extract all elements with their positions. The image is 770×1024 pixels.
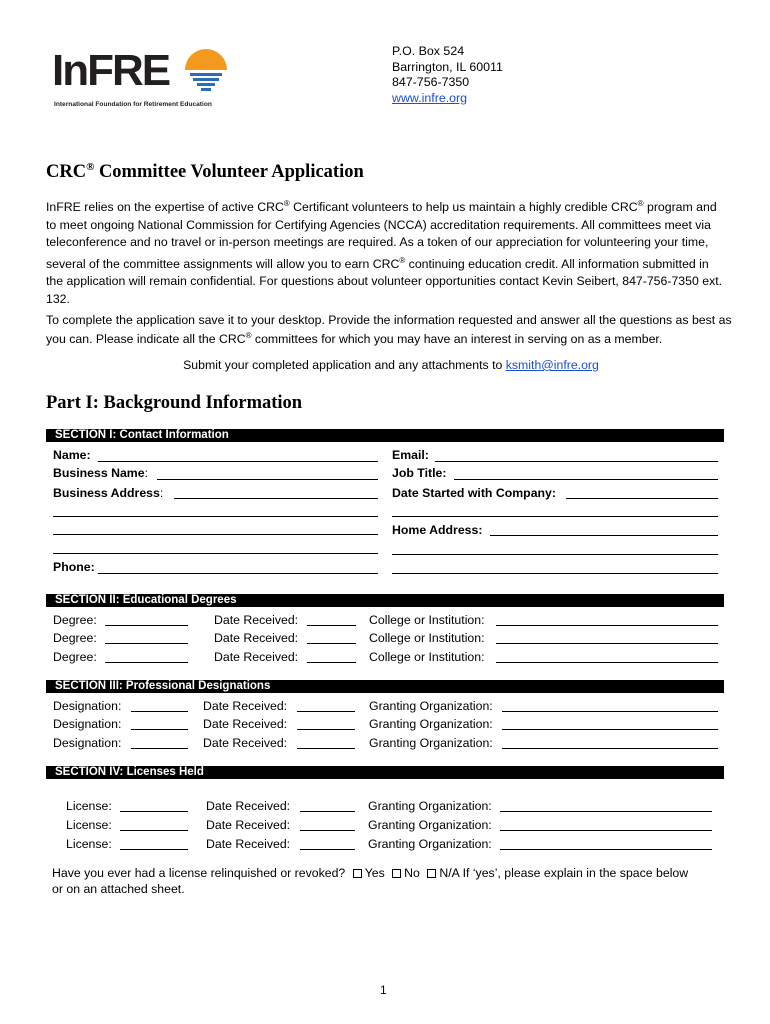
date-started-field[interactable] [566, 498, 718, 499]
section4-heading: SECTION IV: Licenses Held [46, 766, 724, 779]
business-name-field[interactable] [157, 479, 378, 480]
intro-paragraph [46, 195, 728, 308]
title-prefix: CRC [46, 162, 87, 183]
designation-field[interactable] [131, 711, 188, 712]
designation-label: Designation: [53, 736, 122, 750]
section3-heading: SECTION III: Professional Designations [46, 680, 724, 693]
page-title [46, 161, 364, 183]
phone-field[interactable] [98, 573, 378, 574]
spare-line[interactable] [392, 516, 718, 517]
date-received-label: Date Received: [203, 699, 288, 713]
granting-org-field[interactable] [500, 811, 712, 812]
name-label: Name: [53, 448, 91, 462]
college-field[interactable] [496, 643, 718, 644]
business-address-label [53, 486, 163, 501]
date-received-label: Date Received: [206, 837, 291, 851]
degree-field[interactable] [105, 625, 188, 626]
reg-mark: ® [245, 331, 252, 340]
home-address-field[interactable] [490, 535, 718, 536]
na-checkbox[interactable] [427, 869, 436, 878]
section2-heading: SECTION II: Educational Degrees [46, 594, 724, 607]
address-city: Barrington, IL 60011 [392, 59, 503, 74]
granting-org-label: Granting Organization: [369, 717, 493, 731]
date-received-field[interactable] [300, 811, 355, 812]
date-received-label: Date Received: [206, 799, 291, 813]
date-received-field[interactable] [307, 643, 356, 644]
granting-org-label: Granting Organization: [369, 736, 493, 750]
job-title-label: Job Title: [392, 466, 447, 480]
date-received-label: Date Received: [214, 631, 299, 645]
college-field[interactable] [496, 625, 718, 626]
colon: : [144, 466, 149, 480]
degree-label: Degree: [53, 631, 97, 645]
address-phone: 847-756-7350 [392, 75, 470, 89]
submit-text: Submit your completed application and any attachments to [183, 358, 506, 372]
logo-globe-icon [182, 48, 230, 94]
business-address-line-4[interactable] [53, 553, 378, 554]
email-label: Email: [392, 448, 429, 462]
business-address-field[interactable] [174, 498, 378, 499]
no-label: No [404, 866, 420, 880]
granting-org-label: Granting Organization: [368, 799, 492, 813]
address-block [392, 44, 503, 106]
date-started-label: Date Started with Company: [392, 486, 556, 500]
business-address-line-3[interactable] [53, 534, 378, 535]
business-name-label [53, 466, 148, 481]
email-field[interactable] [435, 461, 718, 462]
reg-mark: ® [283, 199, 290, 208]
instructions-text-1: To complete the application save it to your desktop. Provide the information requested and answer all the questions as best as you can. Please indicate all the CRC [46, 313, 732, 347]
reg-mark: ® [399, 255, 406, 265]
no-checkbox[interactable] [392, 869, 401, 878]
na-label: N/A [439, 866, 460, 880]
instructions-text-2: committees for which you may have an interest in serving on as a member. [251, 332, 663, 347]
intro-text-2: Certificant volunteers to help us maintain a highly credible CRC [289, 200, 638, 215]
date-received-field[interactable] [297, 729, 355, 730]
section1-heading: SECTION I: Contact Information [46, 429, 724, 442]
granting-org-field[interactable] [500, 849, 712, 850]
granting-org-field[interactable] [502, 711, 718, 712]
designation-field[interactable] [131, 748, 188, 749]
license-field[interactable] [120, 849, 188, 850]
degree-label: Degree: [53, 613, 97, 627]
date-received-label: Date Received: [214, 613, 299, 627]
home-address-line-3[interactable] [392, 573, 718, 574]
designation-label: Designation: [53, 699, 122, 713]
yes-label: Yes [364, 866, 385, 880]
website-link[interactable]: www.infre.org [392, 90, 468, 105]
yes-checkbox[interactable] [353, 869, 362, 878]
date-received-field[interactable] [300, 830, 355, 831]
date-received-field[interactable] [307, 662, 356, 663]
granting-org-field[interactable] [500, 830, 712, 831]
license-field[interactable] [120, 830, 188, 831]
page-number: 1 [380, 983, 387, 997]
degree-label: Degree: [53, 650, 97, 664]
license-label: License: [66, 837, 112, 851]
date-received-label: Date Received: [206, 818, 291, 832]
logo-wordmark: InFRE [52, 46, 170, 95]
submit-email-link[interactable]: ksmith@infre.org [505, 358, 599, 372]
address-po-box: P.O. Box 524 [392, 44, 465, 58]
title-rest: Committee Volunteer Application [94, 162, 364, 183]
intro-text-3: program and to meet ongoing National Commission for Certifying Agencies (NCCA) accreditation requirements. All committees meet via teleconference and no travel or in-person meetings are required. As a token of our appreciation for volunteering your time, several of the committee assignments will allow you to earn CRC [46, 200, 717, 271]
granting-org-label: Granting Organization: [368, 818, 492, 832]
reg-mark: ® [637, 199, 644, 208]
revoked-question-explain: If ‘yes’, please explain in the space below [459, 866, 689, 880]
revoked-question-text: Have you ever had a license relinquished or revoked? [52, 866, 346, 880]
designation-label: Designation: [53, 717, 122, 731]
date-received-field[interactable] [297, 711, 355, 712]
college-label: College or Institution: [369, 613, 485, 627]
home-address-line-2[interactable] [392, 554, 718, 555]
revoked-question-cont: or on an attached sheet. [52, 882, 185, 896]
designation-field[interactable] [131, 729, 188, 730]
granting-org-label: Granting Organization: [368, 837, 492, 851]
logo-subtitle: International Foundation for Retirement Education [54, 101, 212, 108]
instructions-paragraph [46, 312, 740, 347]
business-address-line-2[interactable] [53, 516, 378, 517]
date-received-label: Date Received: [203, 736, 288, 750]
logo [52, 46, 242, 112]
date-received-field[interactable] [297, 748, 355, 749]
granting-org-field[interactable] [502, 729, 718, 730]
colon: : [159, 486, 164, 500]
granting-org-field[interactable] [502, 748, 718, 749]
college-field[interactable] [496, 662, 718, 663]
intro-text-4: continuing education credit. All information submitted in the application will remain confidential. For questions about volunteer opportunities contact Kevin Seibert, 847-756-7350 ext. 132. [46, 256, 723, 306]
name-field[interactable] [98, 461, 378, 462]
business-name-text: Business Name [53, 466, 145, 480]
part1-title: Part I: Background Information [46, 393, 303, 413]
title-reg: ® [86, 161, 95, 173]
submit-line [0, 357, 770, 375]
degree-field[interactable] [105, 662, 188, 663]
license-label: License: [66, 799, 112, 813]
phone-label: Phone: [53, 560, 95, 574]
license-field[interactable] [120, 811, 188, 812]
date-received-label: Date Received: [214, 650, 299, 664]
intro-text-1: InFRE relies on the expertise of active CRC [46, 200, 284, 215]
granting-org-label: Granting Organization: [369, 699, 493, 713]
date-received-label: Date Received: [203, 717, 288, 731]
college-label: College or Institution: [369, 631, 485, 645]
job-title-field[interactable] [454, 479, 718, 480]
college-label: College or Institution: [369, 650, 485, 664]
revoked-question [52, 866, 688, 881]
business-address-text: Business Address [53, 486, 160, 500]
home-address-label: Home Address: [392, 523, 483, 537]
degree-field[interactable] [105, 643, 188, 644]
date-received-field[interactable] [307, 625, 356, 626]
license-label: License: [66, 818, 112, 832]
date-received-field[interactable] [300, 849, 355, 850]
